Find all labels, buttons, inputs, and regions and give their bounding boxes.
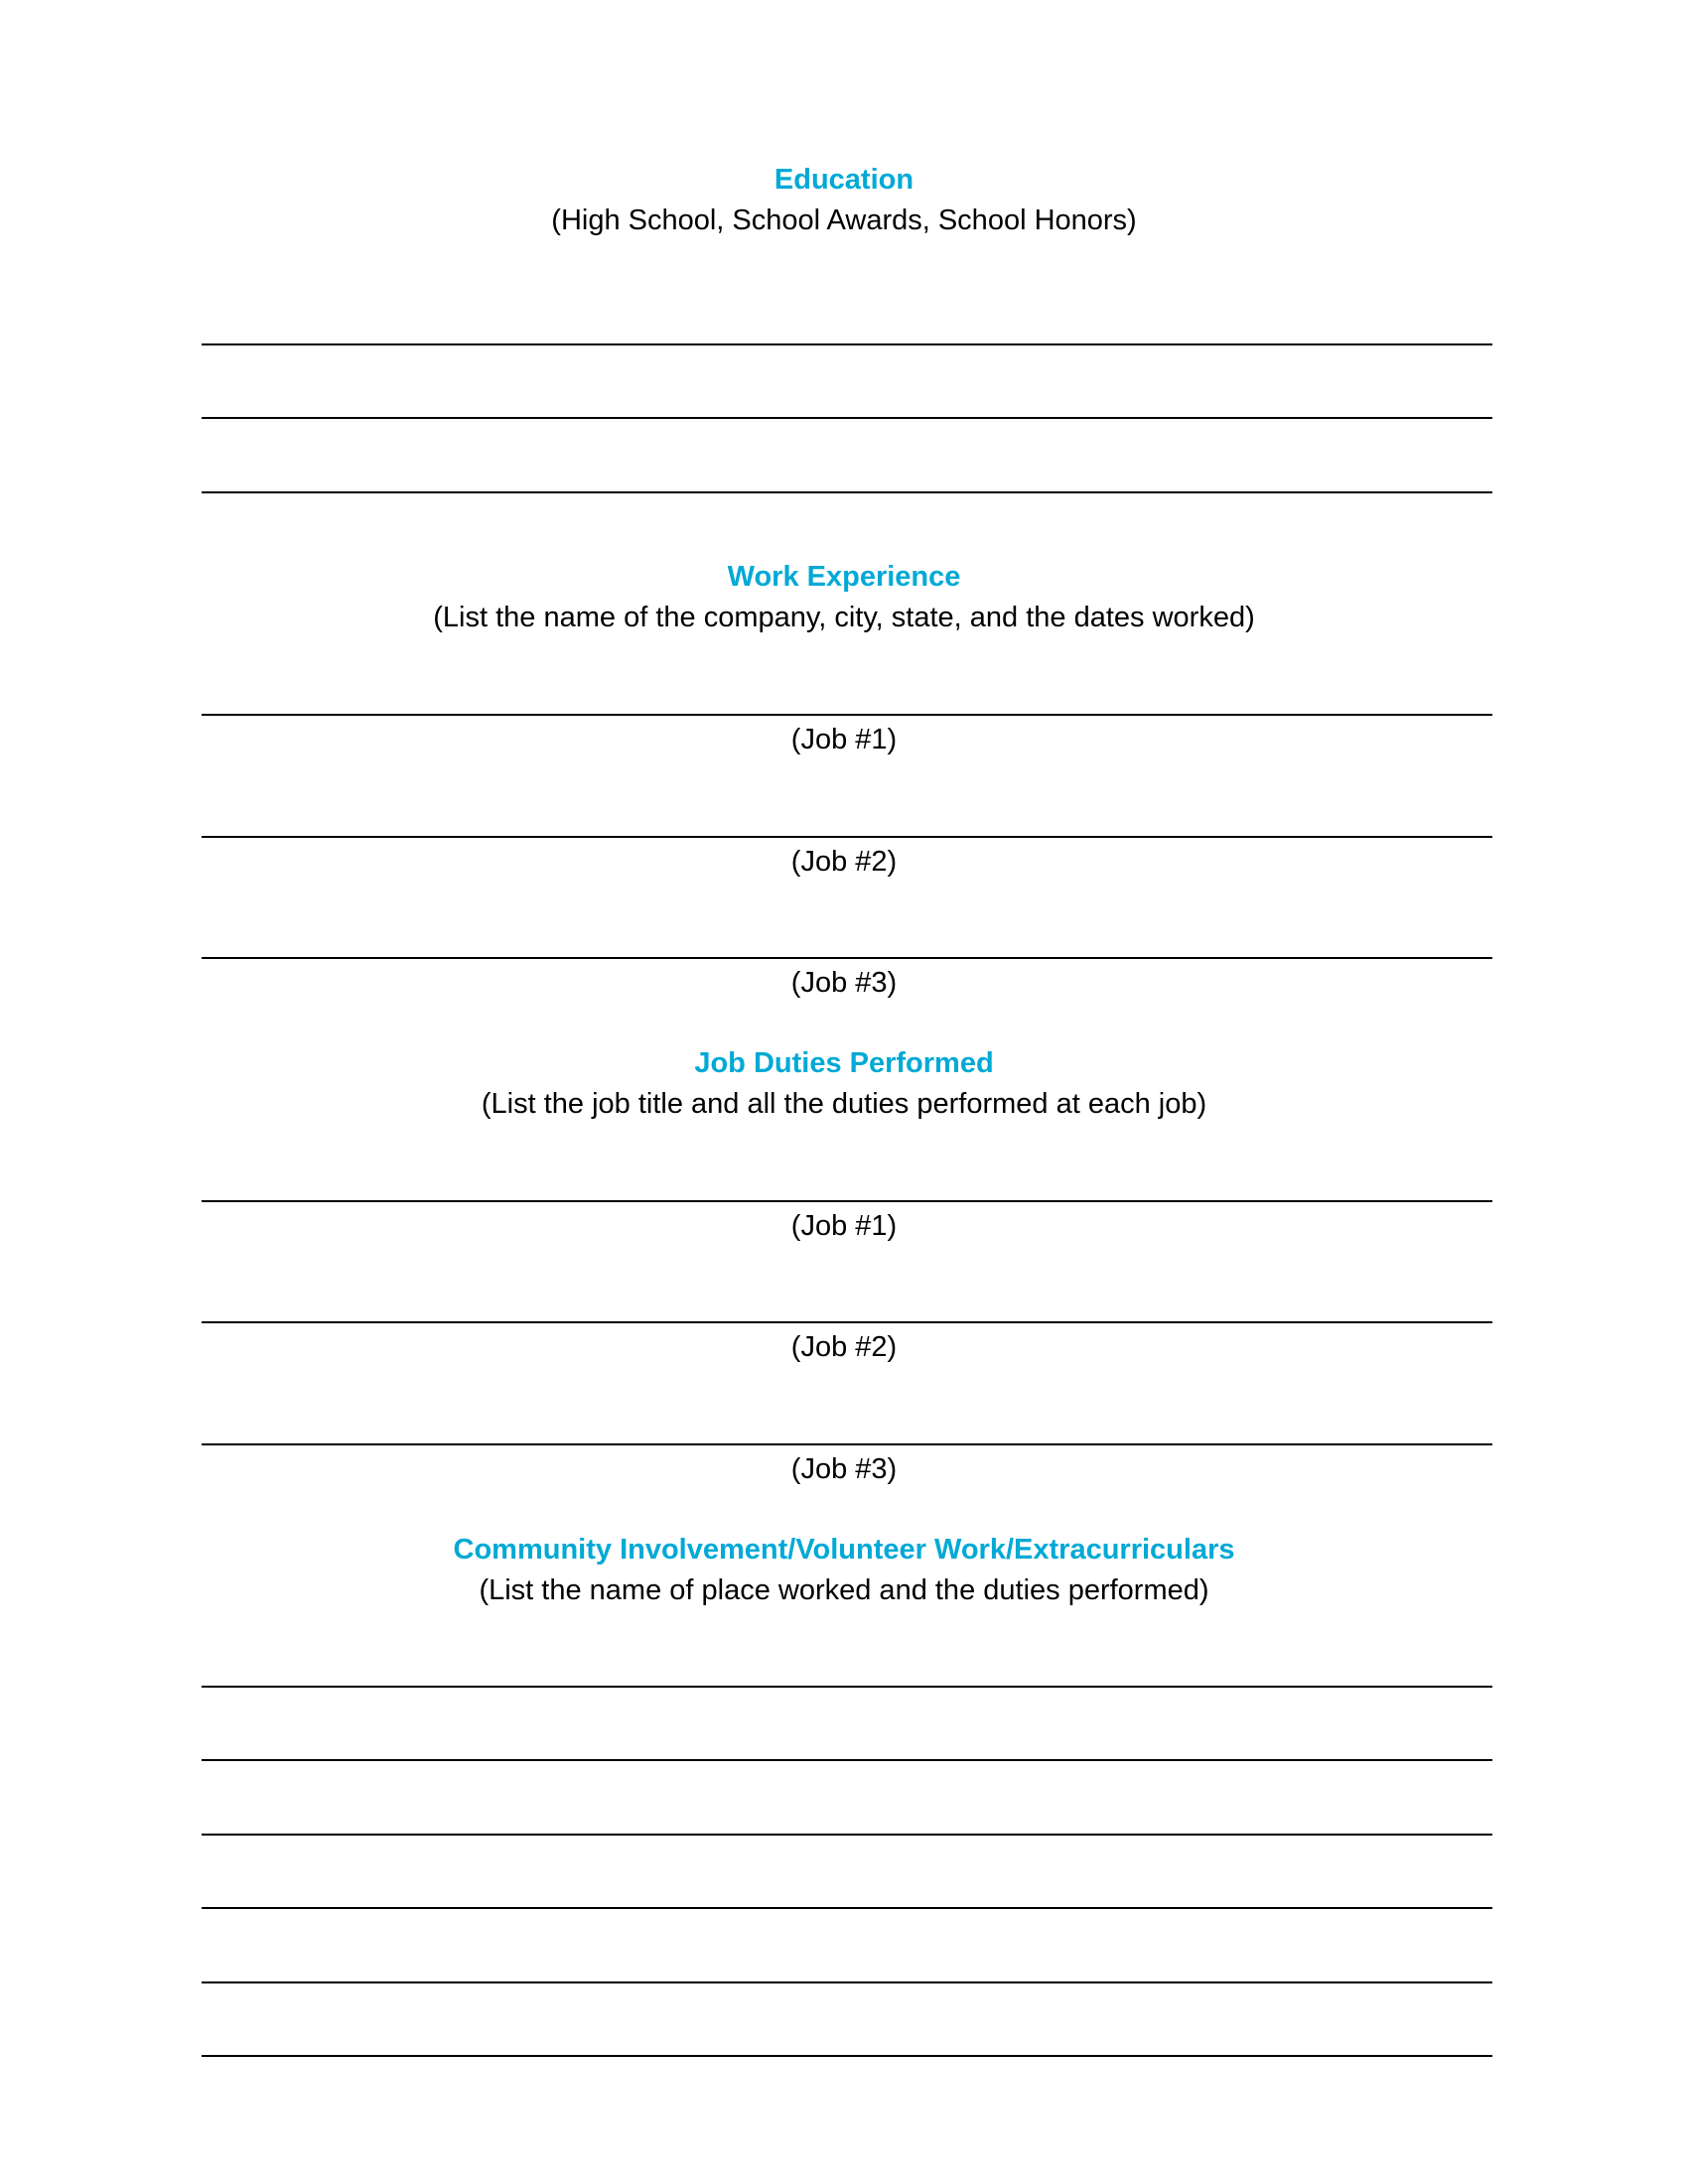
- education-line-1[interactable]: [202, 343, 1492, 345]
- community-line-3[interactable]: [202, 1834, 1492, 1836]
- work-experience-job-2-label: (Job #2): [790, 846, 898, 878]
- work-experience-line-job-1[interactable]: [202, 714, 1492, 716]
- work-experience-job-3-label: (Job #3): [790, 967, 898, 999]
- community-involvement-instructions: (List the name of place worked and the duties performed): [479, 1574, 1209, 1606]
- community-line-4[interactable]: [202, 1907, 1492, 1909]
- job-duties-job-3-label: (Job #3): [790, 1453, 898, 1485]
- work-experience-line-job-2[interactable]: [202, 836, 1492, 838]
- education-line-3[interactable]: [202, 491, 1492, 493]
- job-duties-job-2-label: (Job #2): [790, 1331, 898, 1363]
- community-line-5[interactable]: [202, 1981, 1492, 1983]
- work-experience-instructions: (List the name of the company, city, state, and the dates worked): [433, 602, 1255, 633]
- job-duties-job-1-label: (Job #1): [790, 1210, 898, 1242]
- community-involvement-heading: Community Involvement/Volunteer Work/Extracurriculars: [453, 1534, 1235, 1566]
- work-experience-job-1-label: (Job #1): [790, 724, 898, 755]
- work-experience-line-job-3[interactable]: [202, 957, 1492, 959]
- work-experience-heading: Work Experience: [727, 561, 961, 593]
- job-duties-instructions: (List the job title and all the duties performed at each job): [481, 1088, 1207, 1120]
- job-duties-line-job-3[interactable]: [202, 1443, 1492, 1445]
- education-heading: Education: [774, 164, 914, 196]
- community-line-6[interactable]: [202, 2055, 1492, 2057]
- community-line-2[interactable]: [202, 1759, 1492, 1761]
- job-duties-line-job-2[interactable]: [202, 1321, 1492, 1323]
- education-instructions: (High School, School Awards, School Honors): [551, 205, 1137, 236]
- job-duties-heading: Job Duties Performed: [694, 1047, 994, 1079]
- education-line-2[interactable]: [202, 417, 1492, 419]
- job-duties-line-job-1[interactable]: [202, 1200, 1492, 1202]
- community-line-1[interactable]: [202, 1686, 1492, 1688]
